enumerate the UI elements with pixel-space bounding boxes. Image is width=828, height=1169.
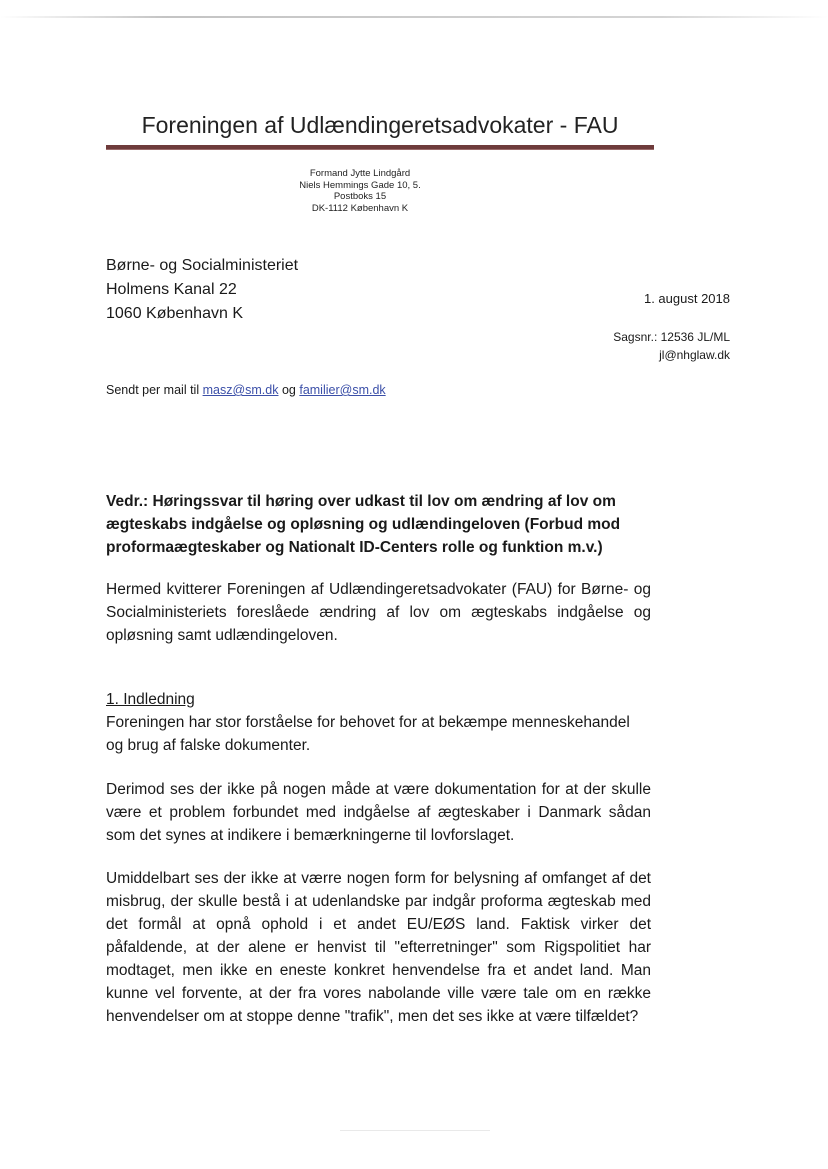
recipient-line: 1060 København K [106, 305, 243, 322]
sent-conjunction: og [278, 383, 300, 397]
letter-date: 1. august 2018 [643, 291, 730, 306]
contact-email: jl@nhglaw.dk [659, 348, 730, 362]
letter-subject: Vedr.: Høringssvar til høring over udkast til lov om ændring af lov om ægteskabs indgåelse og opløsning og udlændingeloven (Forbud mod proformaægteskaber og Nationalt ID-Centers rolle og funktion m.v.) [106, 493, 621, 556]
case-number: Sagsnr.: 12536 JL/ML [613, 330, 730, 344]
intro-paragraph: Hermed kvitterer Foreningen af Udlændingeretsadvokater (FAU) for Børne- og Socialministeriets foreslåede ændring af lov om ægteskabs indgåelse og opløsning samt udlændingeloven. [106, 581, 651, 644]
case-reference [613, 328, 730, 364]
email-link-familier[interactable]: familier@sm.dk [299, 383, 386, 397]
recipient-address [106, 254, 298, 326]
recipient-line: Holmens Kanal 22 [106, 281, 237, 298]
section-heading: 1. Indledning [106, 691, 195, 708]
paragraph-1: Foreningen har stor forståelse for behovet for at bekæmpe menneskehandel og brug af falske dokumenter. [106, 714, 630, 754]
scan-fold-mark [340, 1130, 490, 1131]
paragraph-2: Derimod ses der ikke på nogen måde at være dokumentation for at der skulle være et problem forbundet med indgåelse af ægteskaber i Danmark sådan som det synes at indikere i bemærkningerne til lovforslaget. [106, 781, 651, 844]
address-line: Formand Jytte Lindgård [309, 168, 411, 179]
sent-prefix: Sendt per mail til [106, 383, 203, 397]
address-line: DK-1112 København K [311, 202, 409, 214]
letterhead-rule [106, 145, 654, 150]
paragraph-3: Umiddelbart ses der ikke at værre nogen form for belysning af omfanget af det misbrug, der skulle bestå i at udenlandske par indgår proforma ægteskab med det formål at opnå ophold i et andet EU/EØS land. Faktisk virker det påfaldende, at der alene er henvist til "efterretninger" som Rigspolitiet har modtaget, men ikke en eneste konkret henvendelse fra et andet land. Man kunne vel forvente, at der fra vores nabolande ville være tale om en række henvendelser om at stoppe denne "trafik", men det ses ikke at være tilfældet? [106, 870, 651, 1025]
sender-address [260, 168, 460, 214]
address-line: Niels Hemmings Gade 10, 5. [299, 179, 421, 191]
address-line: Postboks 15 [333, 191, 387, 202]
sent-by-mail-line [106, 383, 386, 397]
scan-edge [0, 16, 828, 18]
email-link-masz[interactable]: masz@sm.dk [202, 383, 279, 397]
recipient-line: Børne- og Socialministeriet [106, 257, 299, 274]
organization-title: Foreningen af Udlændingeretsadvokater - FAU [141, 112, 619, 138]
